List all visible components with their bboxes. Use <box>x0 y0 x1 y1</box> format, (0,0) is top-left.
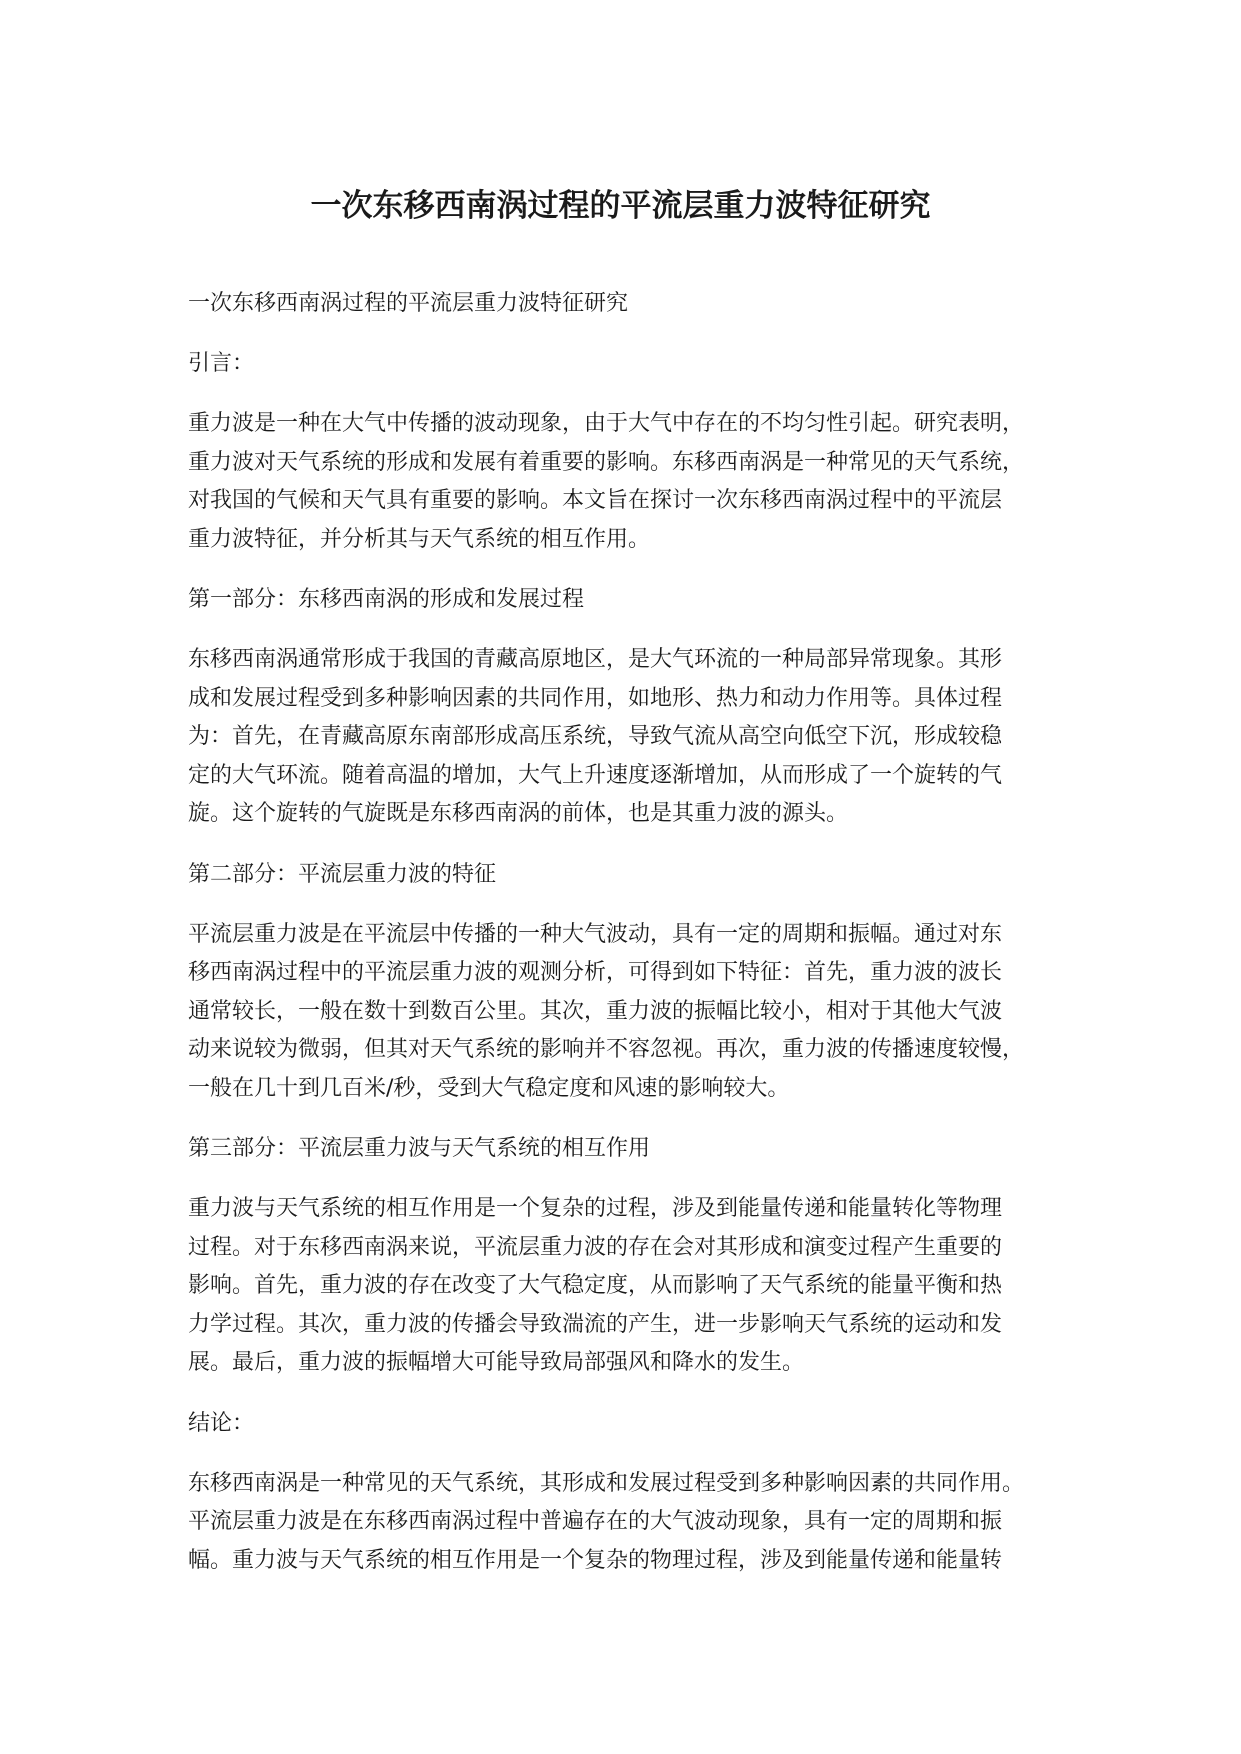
intro-heading: 引言： <box>188 351 255 376</box>
intro-paragraph <box>188 405 1068 559</box>
paragraph-line: 重力波特征，并分析其与天气系统的相互作用。 <box>188 526 651 552</box>
paragraph-line: 重力波是一种在大气中传播的波动现象，由于大气中存在的不均匀性引起。研究表明， <box>188 411 1025 436</box>
paragraph-line: 力学过程。其次，重力波的传播会导致湍流的产生，进一步影响天气系统的运动和发 <box>188 1311 1003 1337</box>
paragraph-line: 对我国的气候和天气具有重要的影响。本文旨在探讨一次东移西南涡过程中的平流层 <box>188 488 1003 513</box>
paragraph-line: 东移西南涡是一种常见的天气系统，其形成和发展过程受到多种影响因素的共同作用。 <box>188 1470 1025 1496</box>
document-title: 一次东移西南涡过程的平流层重力波特征研究 <box>310 188 931 224</box>
paragraph-line: 展。最后，重力波的振幅增大可能导致局部强风和降水的发生。 <box>188 1350 805 1375</box>
paragraph-line: 平流层重力波是在平流层中传播的一种大气波动，具有一定的周期和振幅。通过对东 <box>188 921 1003 947</box>
paragraph-line: 旋。这个旋转的气旋既是东移西南涡的前体，也是其重力波的源头。 <box>188 801 849 826</box>
part2-heading: 第二部分：平流层重力波的特征 <box>188 861 497 887</box>
paragraph-line: 移西南涡过程中的平流层重力波的观测分析，可得到如下特征：首先，重力波的波长 <box>188 960 1003 985</box>
paragraph-line: 平流层重力波是在东移西南涡过程中普遍存在的大气波动现象，具有一定的周期和振 <box>188 1509 1003 1534</box>
paragraph-line: 东移西南涡通常形成于我国的青藏高原地区，是大气环流的一种局部异常现象。其形 <box>188 647 1003 672</box>
paragraph-line: 影响。首先，重力波的存在改变了大气稳定度，从而影响了天气系统的能量平衡和热 <box>188 1273 1003 1298</box>
paragraph-line: 动来说较为微弱，但其对天气系统的影响并不容忽视。再次，重力波的传播速度较慢， <box>188 1037 1025 1062</box>
part2-paragraph <box>188 916 1068 1109</box>
part1-heading: 第一部分：东移西南涡的形成和发展过程 <box>188 587 585 612</box>
paragraph-line: 重力波对天气系统的形成和发展有着重要的影响。东移西南涡是一种常见的天气系统， <box>188 449 1025 475</box>
paragraph-line: 过程。对于东移西南涡来说，平流层重力波的存在会对其形成和演变过程产生重要的 <box>188 1234 1003 1260</box>
paragraph-line: 幅。重力波与天气系统的相互作用是一个复杂的物理过程，涉及到能量传递和能量转 <box>188 1547 1003 1573</box>
conclusion-paragraph <box>188 1465 1068 1581</box>
paragraph-line: 为：首先，在青藏高原东南部形成高压系统，导致气流从高空向低空下沉，形成较稳 <box>188 724 1003 749</box>
paragraph-line: 成和发展过程受到多种影响因素的共同作用，如地形、热力和动力作用等。具体过程 <box>188 685 1003 711</box>
paragraph-line: 重力波与天气系统的相互作用是一个复杂的过程，涉及到能量传递和能量转化等物理 <box>188 1196 1003 1221</box>
part3-paragraph <box>188 1190 1068 1383</box>
paragraph-line: 通常较长，一般在数十到数百公里。其次，重力波的振幅比较小，相对于其他大气波 <box>188 998 1003 1024</box>
paragraph-line: 一般在几十到几百米/秒，受到大气稳定度和风速的影响较大。 <box>188 1075 790 1101</box>
part3-heading: 第三部分：平流层重力波与天气系统的相互作用 <box>188 1136 651 1161</box>
conclusion-heading: 结论： <box>188 1410 255 1436</box>
paragraph-line: 定的大气环流。随着高温的增加，大气上升速度逐渐增加，从而形成了一个旋转的气 <box>188 762 1003 788</box>
document-subtitle: 一次东移西南涡过程的平流层重力波特征研究 <box>188 291 629 316</box>
document-body <box>188 285 1068 1602</box>
part1-paragraph <box>188 641 1068 834</box>
